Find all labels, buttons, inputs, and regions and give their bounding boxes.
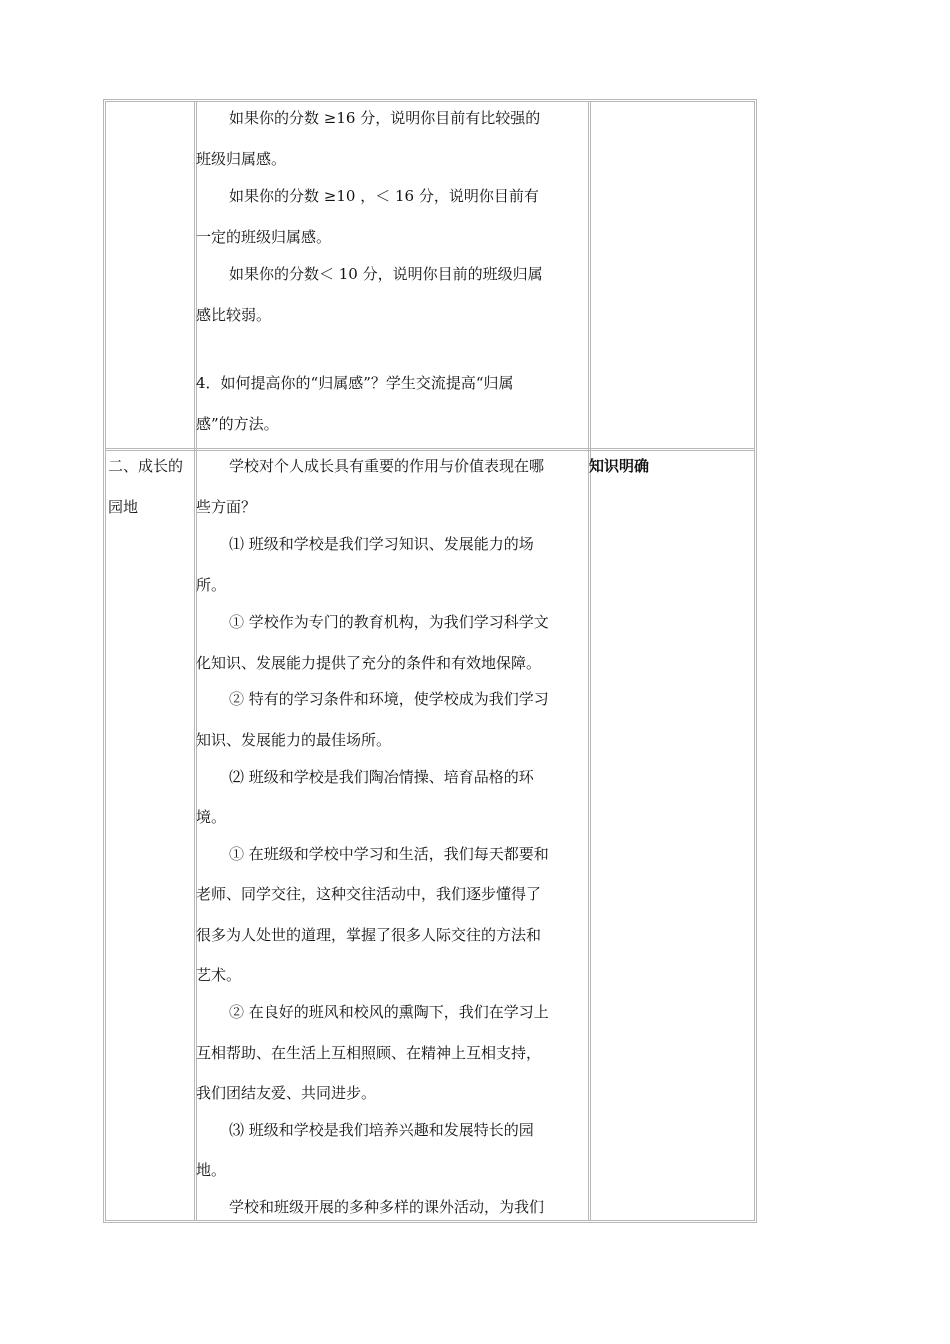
row2-line-6: 化知识、发展能力提供了充分的条件和有效地保障。 <box>196 654 542 672</box>
row2-line-14: 艺术。 <box>196 966 242 984</box>
row2-line-12: 老师、同学交往，这种交往活动中，我们逐步懂得了 <box>196 885 542 903</box>
row1-line-7: 4．如何提高你的“归属感”？学生交流提高“归属 <box>196 374 514 392</box>
row2-line-4: 所。 <box>196 576 227 594</box>
row1-line-4: 一定的班级归属感。 <box>196 228 332 246</box>
row1-line-6: 感比较弱。 <box>196 306 272 324</box>
row1-line-5: 如果你的分数＜ 10 分，说明你目前的班级归属 <box>229 265 543 283</box>
row2-line-13: 很多为人处世的道理，掌握了很多人际交往的方法和 <box>196 926 542 944</box>
row2-line-17: 我们团结友爱、共同进步。 <box>196 1084 377 1102</box>
row2-line-10: 境。 <box>196 808 227 826</box>
row1-line-2: 班级归属感。 <box>196 150 287 168</box>
row2-line-3: ⑴ 班级和学校是我们学习知识、发展能力的场 <box>229 535 534 553</box>
row1-line-1: 如果你的分数 ≥16 分，说明你目前有比较强的 <box>229 109 541 127</box>
row1-line-3: 如果你的分数 ≥10 ，＜ 16 分，说明你目前有 <box>229 187 539 205</box>
row-divider <box>106 448 754 451</box>
section-label-line-1: 二、成长的 <box>108 457 184 475</box>
row2-line-11: ① 在班级和学校中学习和生活，我们每天都要和 <box>229 845 549 863</box>
row2-line-2: 些方面？ <box>196 498 257 516</box>
row2-line-9: ⑵ 班级和学校是我们陶冶情操、培育品格的环 <box>229 768 534 786</box>
row1-line-8: 感”的方法。 <box>196 415 279 433</box>
row2-line-7: ② 特有的学习条件和环境，使学校成为我们学习 <box>229 690 549 708</box>
row2-line-19: 地。 <box>196 1161 227 1179</box>
knowledge-note: 知识明确 <box>589 457 650 475</box>
row2-line-15: ② 在良好的班风和校风的熏陶下，我们在学习上 <box>229 1003 549 1021</box>
row2-line-16: 互相帮助、在生活上互相照顾、在精神上互相支持， <box>196 1044 542 1062</box>
row2-line-8: 知识、发展能力的最佳场所。 <box>196 731 392 749</box>
section-label-line-2: 园地 <box>108 498 139 516</box>
row2-line-1: 学校对个人成长具有重要的作用与价值表现在哪 <box>229 457 545 475</box>
row2-line-18: ⑶ 班级和学校是我们培养兴趣和发展特长的园 <box>229 1121 534 1139</box>
column-divider-right <box>588 102 591 1220</box>
row2-line-5: ① 学校作为专门的教育机构，为我们学习科学文 <box>229 613 549 631</box>
row2-line-20: 学校和班级开展的多种多样的课外活动，为我们 <box>229 1198 545 1216</box>
